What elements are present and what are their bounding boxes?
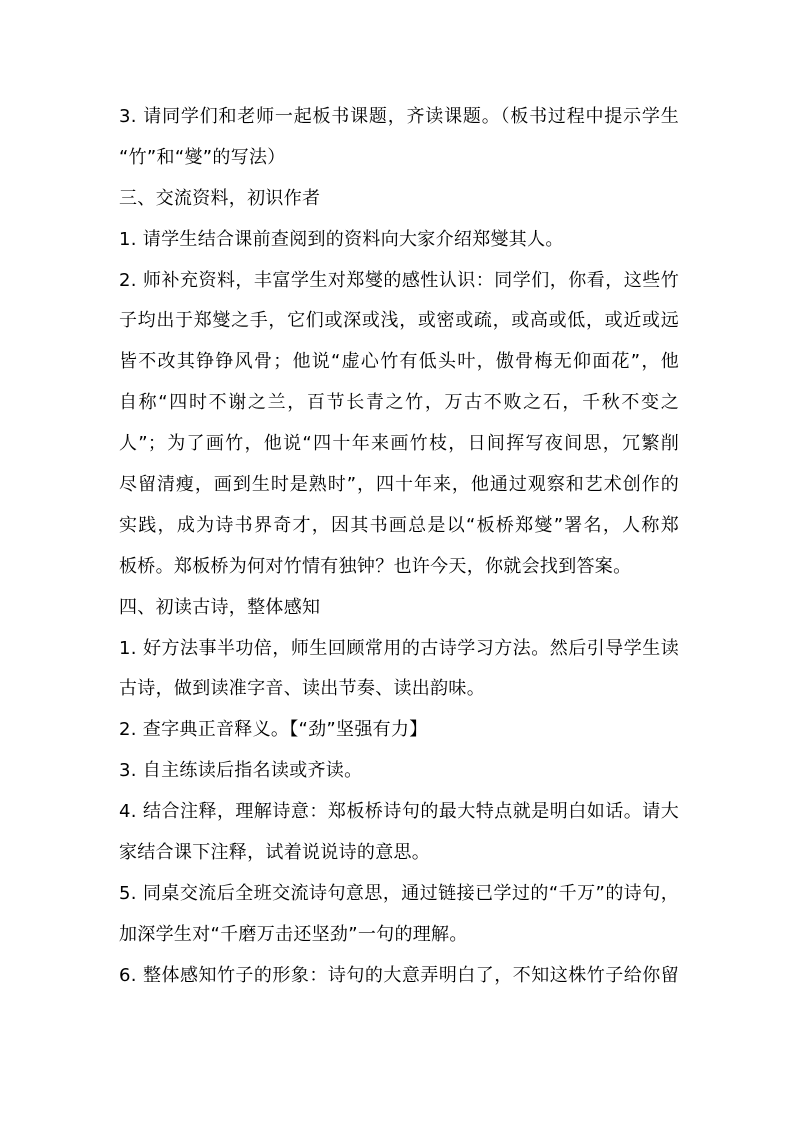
text-line: 3. 请同学们和老师一起板书课题，齐读课题。（板书过程中提示学生: [119, 106, 679, 127]
text-line: 皆不改其铮铮风骨；他说“虚心竹有低头叶，傲骨梅无仰面花”，他: [119, 351, 679, 373]
text-line: 1. 请学生结合课前查阅到的资料向大家介绍郑燮其人。: [119, 228, 564, 250]
text-line: “竹”和“燮”的写法）: [119, 146, 286, 168]
text-line: 4. 结合注释，理解诗意：郑板桥诗句的最大特点就是明白如话。请大: [119, 801, 679, 823]
text-line: 1. 好方法事半功倍，师生回顾常用的古诗学习方法。然后引导学生读: [119, 637, 679, 659]
section-heading: 四、初读古诗，整体感知: [119, 596, 321, 618]
text-line: 尽留清瘦，画到生时是熟时”，四十年来，他通过观察和艺术创作的: [119, 474, 679, 496]
text-line: 2. 查字典正音释义。【“劲”坚强有力】: [119, 719, 428, 741]
text-line: 实践，成为诗书界奇才，因其书画总是以“板桥郑燮”署名，人称郑: [119, 514, 679, 536]
text-line: 2. 师补充资料，丰富学生对郑燮的感性认识：同学们，你看，这些竹: [119, 269, 679, 291]
text-line: 子均出于郑燮之手，它们或深或浅，或密或疏，或高或低，或近或远: [119, 310, 679, 332]
text-line: 3. 自主练读后指名读或齐读。: [119, 760, 363, 782]
text-line: 古诗，做到读准字音、读出节奏、读出韵味。: [119, 678, 485, 700]
text-line: 家结合课下注释，试着说说诗的意思。: [119, 842, 431, 864]
text-line: 板桥。郑板桥为何对竹情有独钟？也许今天，你就会找到答案。: [119, 555, 632, 577]
text-line: 自称“四时不谢之兰，百节长青之竹，万古不败之石，千秋不变之: [119, 392, 679, 414]
text-line: 5. 同桌交流后全班交流诗句意思，通过链接已学过的“千万”的诗句，: [119, 882, 679, 904]
text-line: 6. 整体感知竹子的形象：诗句的大意弄明白了，不知这株竹子给你留: [119, 964, 679, 986]
document-body: [119, 97, 679, 997]
text-line: 人”；为了画竹，他说“四十年来画竹枝，日间挥写夜间思，冗繁削: [119, 433, 679, 455]
text-line: 加深学生对“千磨万击还坚劲”一句的理解。: [119, 923, 468, 945]
section-heading: 三、交流资料，初识作者: [119, 187, 321, 209]
